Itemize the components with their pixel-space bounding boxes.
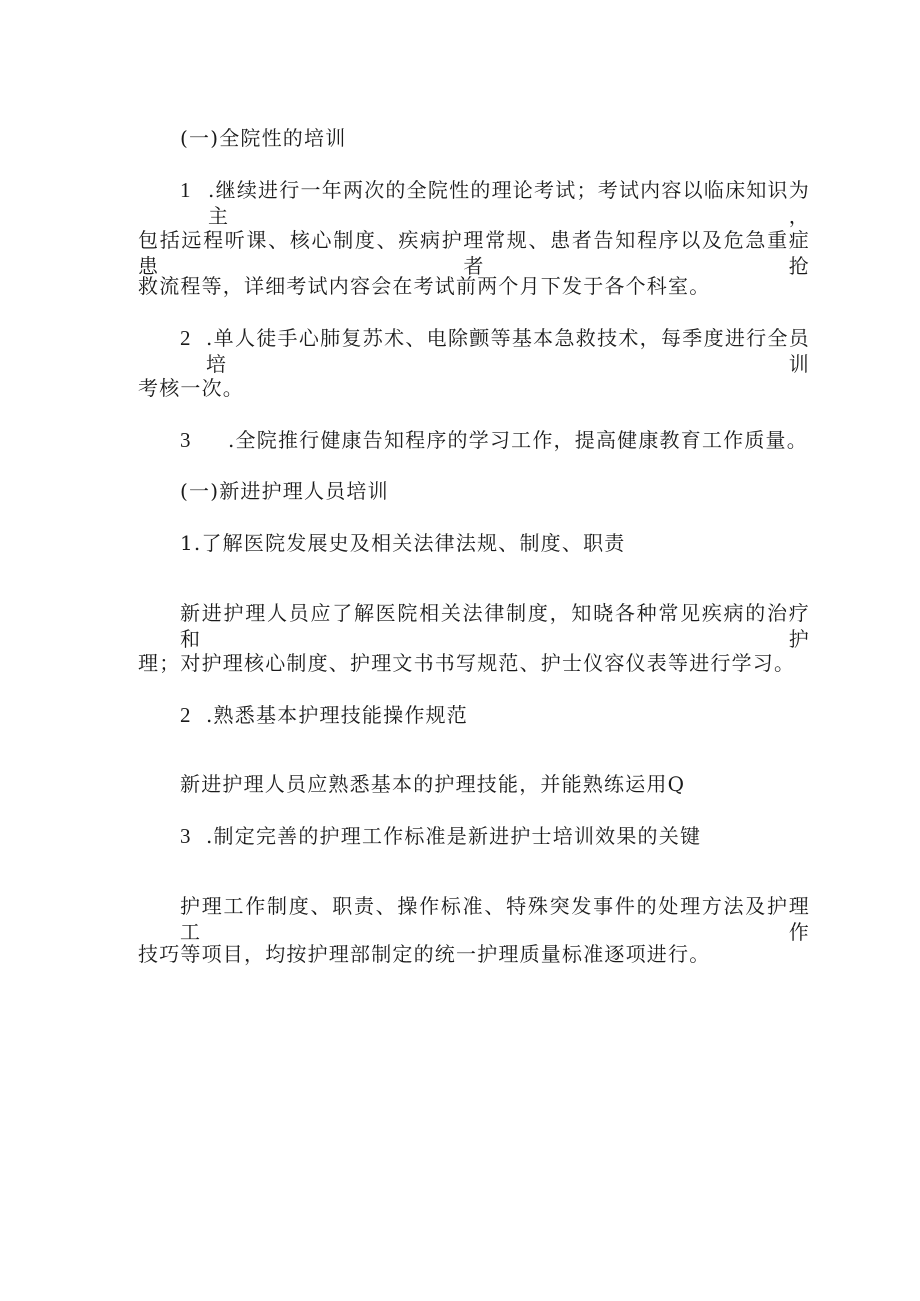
item-2-line-1: .单人徒手心肺复苏术、电除颤等基本急救技术，每季度进行全员培训 xyxy=(206,326,810,376)
item-number: 3 xyxy=(180,428,192,452)
subsection-3-number xyxy=(180,823,192,849)
item-1-line-1: .继续进行一年两次的全院性的理论考试；考试内容以临床知识为主， xyxy=(208,178,810,228)
item-2-line-2: 考核一次。 xyxy=(138,376,244,400)
subsection-1-para-line-2: 理；对护理核心制度、护理文书书写规范、护士仪容仪表等进行学习。 xyxy=(138,651,796,675)
subsection-1-para-line-1: 新进护理人员应了解医院相关法律制度，知晓各种常见疾病的治疗和护 xyxy=(180,601,810,651)
item-3-number xyxy=(180,427,192,453)
item-number: 2 xyxy=(180,326,192,350)
subsection-2-para: 新进护理人员应熟悉基本的护理技能，并能熟练运用Q xyxy=(180,772,686,796)
section-heading-hospital-wide-training: (一)全院性的培训 xyxy=(180,126,347,150)
subsection-2-number xyxy=(180,702,192,728)
subsection-3-para-line-1: 护理工作制度、职责、操作标准、特殊突发事件的处理方法及护理工作 xyxy=(180,894,810,944)
subsection-2-title: .熟悉基本护理技能操作规范 xyxy=(206,703,468,727)
subsection-3-para-line-2: 技巧等项目，均按护理部制定的统一护理质量标准逐项进行。 xyxy=(138,942,711,966)
item-1-number xyxy=(180,177,192,203)
subsection-3-title: .制定完善的护理工作标准是新进护士培训效果的关键 xyxy=(206,824,702,848)
item-number: 1 xyxy=(180,178,192,202)
subsection-1-title: 1.了解医院发展史及相关法律法规、制度、职责 xyxy=(180,531,626,555)
item-number: 3 xyxy=(180,824,192,848)
item-1-line-2: 包括远程听课、核心制度、疾病护理常规、患者告知程序以及危急重症患者抢 xyxy=(138,228,810,278)
section-heading-new-nurse-training: (一)新进护理人员培训 xyxy=(180,479,389,503)
item-1-line-3: 救流程等，详细考试内容会在考试前两个月下发于各个科室。 xyxy=(138,274,711,298)
item-3-line-1: .全院推行健康告知程序的学习工作，提高健康教育工作质量。 xyxy=(228,428,808,452)
item-2-number xyxy=(180,325,192,351)
item-number: 2 xyxy=(180,703,192,727)
